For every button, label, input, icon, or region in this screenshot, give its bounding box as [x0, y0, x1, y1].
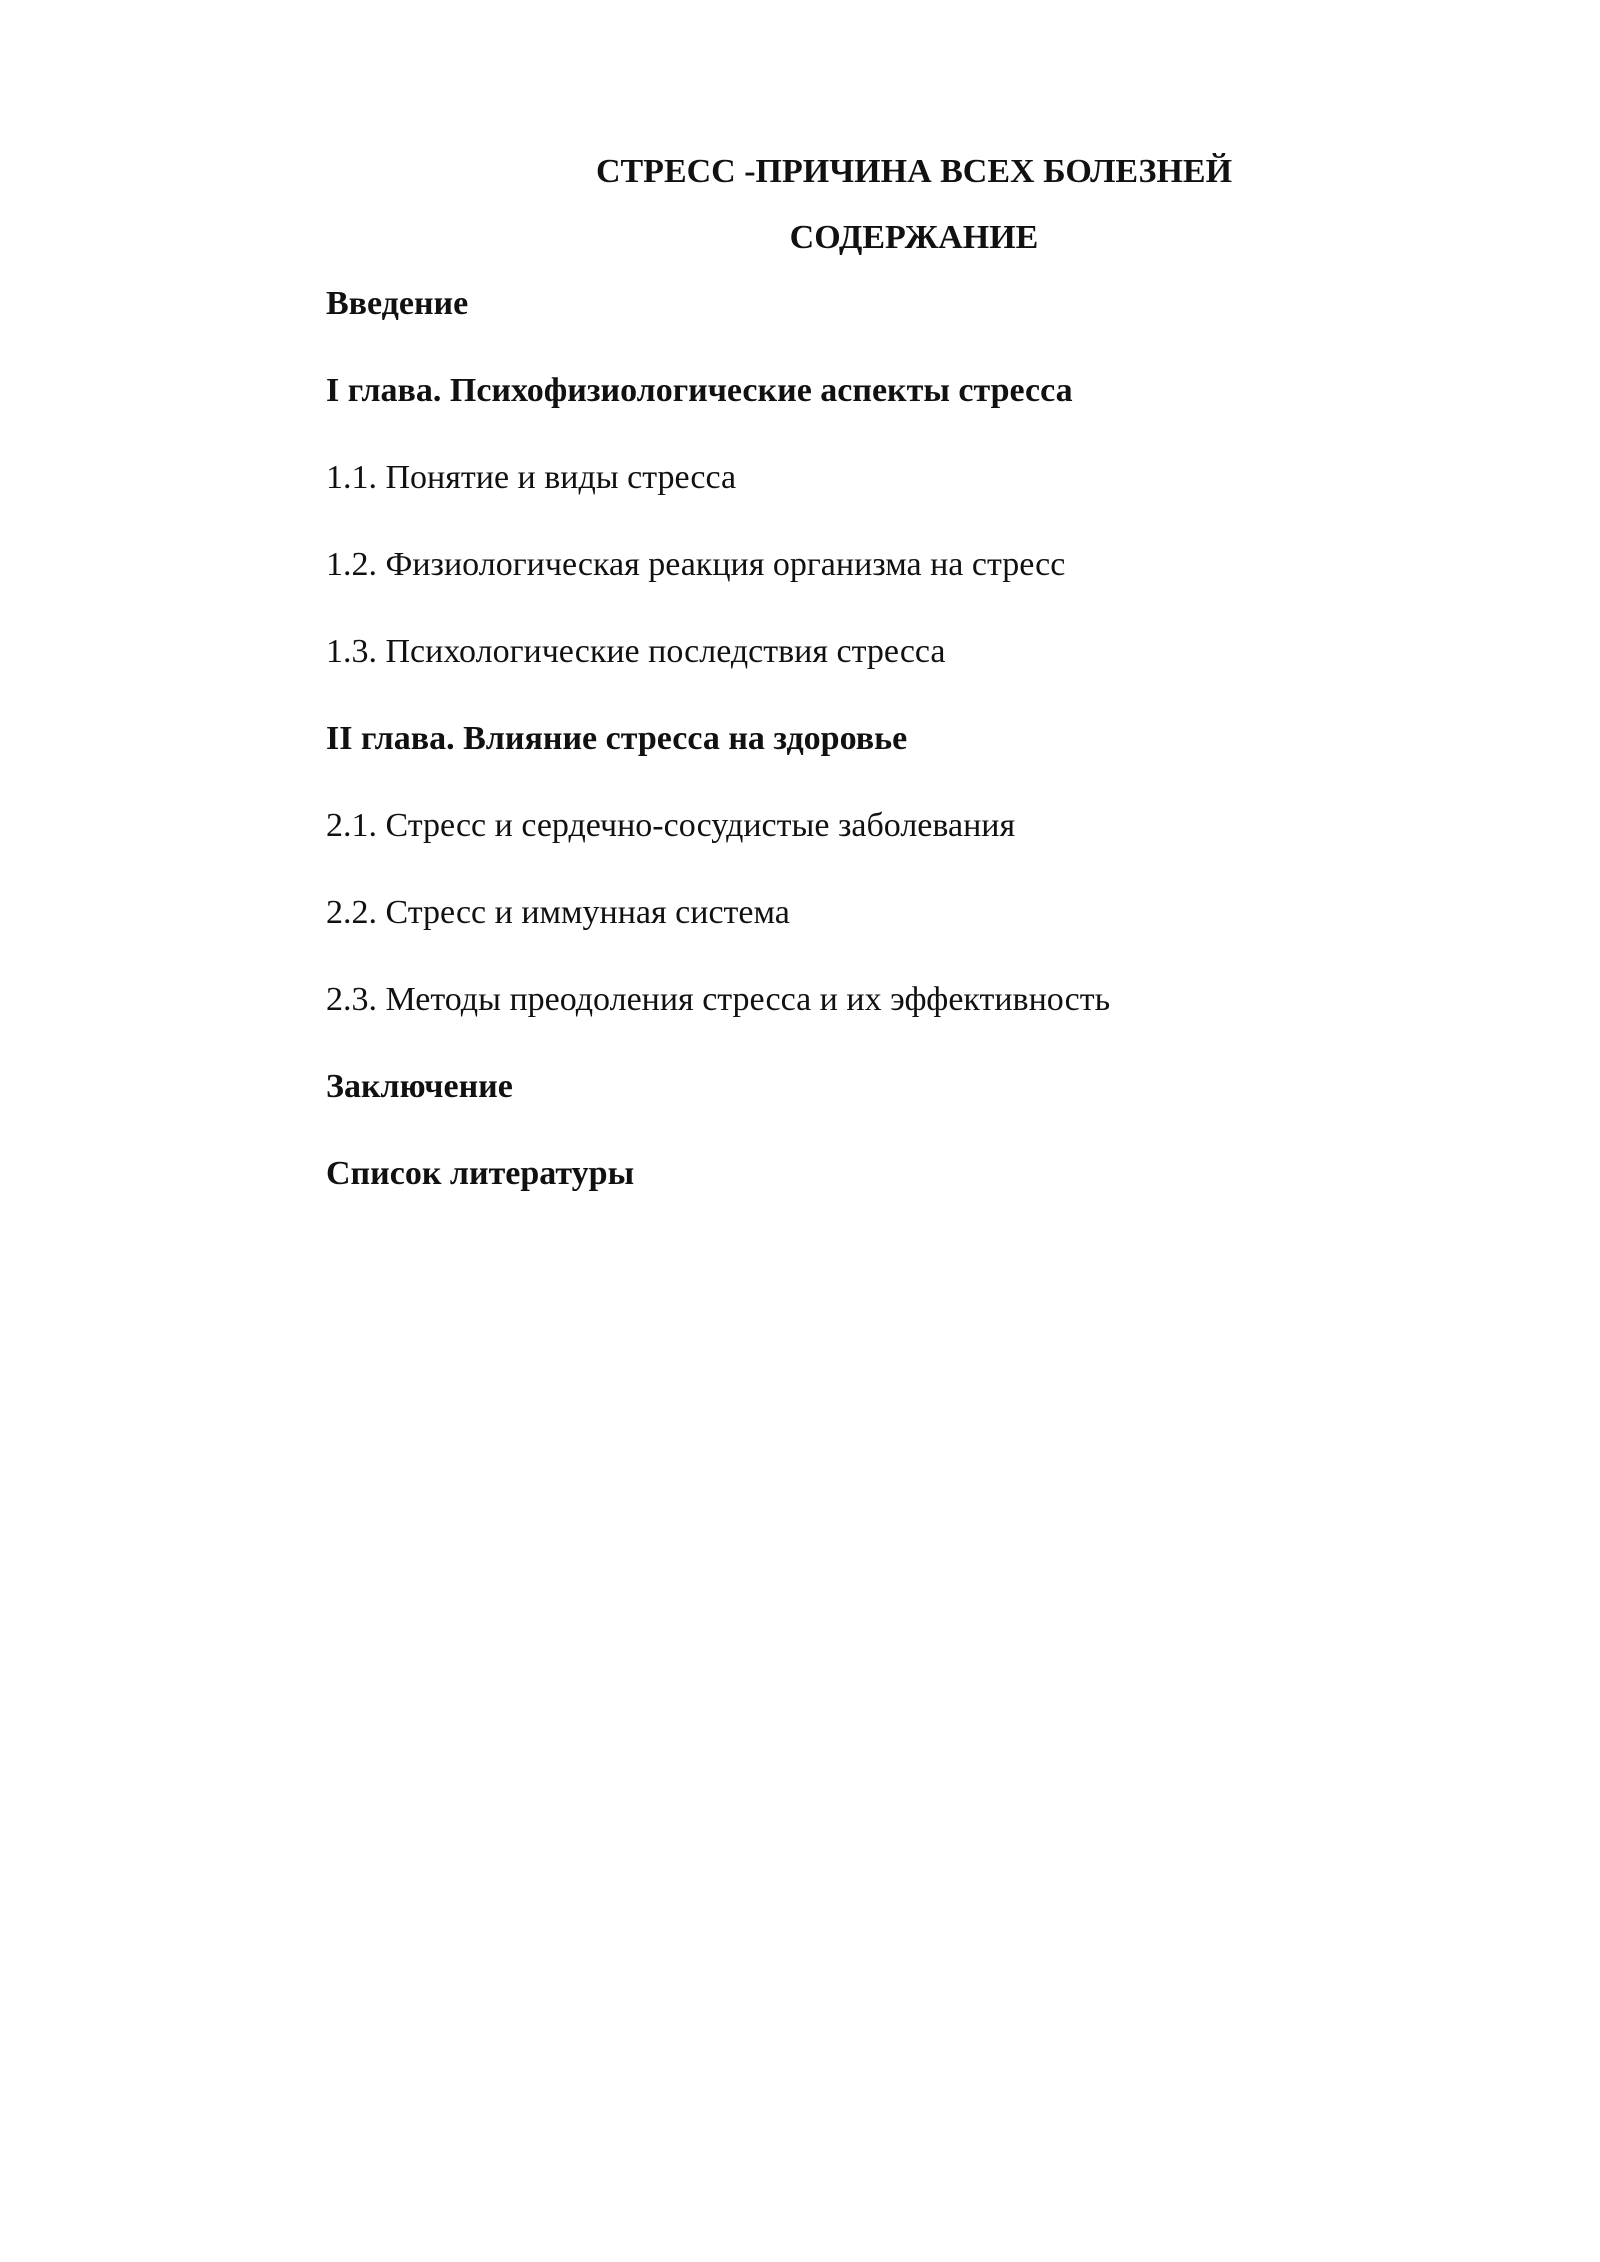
toc-entry-chapter-2: II глава. Влияние стресса на здоровье — [326, 720, 908, 757]
toc-entry-references: Список литературы — [326, 1155, 635, 1192]
toc-entry-conclusion: Заключение — [326, 1068, 513, 1105]
toc-entry-chapter-1: I глава. Психофизиологические аспекты стресса — [326, 372, 1073, 409]
table-of-contents — [326, 282, 1326, 1239]
document-title: СТРЕСС -ПРИЧИНА ВСЕХ БОЛЕЗНЕЙ — [595, 153, 1233, 190]
toc-entry-section-2-2: 2.2. Стресс и иммунная система — [326, 894, 790, 931]
toc-entry-section-1-3: 1.3. Психологические последствия стресса — [326, 633, 946, 670]
toc-entry-section-2-1: 2.1. Стресс и сердечно-сосудистые заболевания — [326, 807, 1016, 844]
toc-entry-section-1-1: 1.1. Понятие и виды стресса — [326, 459, 737, 496]
toc-entry-section-1-2: 1.2. Физиологическая реакция организма на стресс — [326, 546, 1066, 583]
toc-entry-section-2-3: 2.3. Методы преодоления стресса и их эффективность — [326, 981, 1111, 1018]
toc-entry-introduction: Введение — [326, 285, 469, 322]
toc-heading: СОДЕРЖАНИЕ — [789, 219, 1039, 256]
